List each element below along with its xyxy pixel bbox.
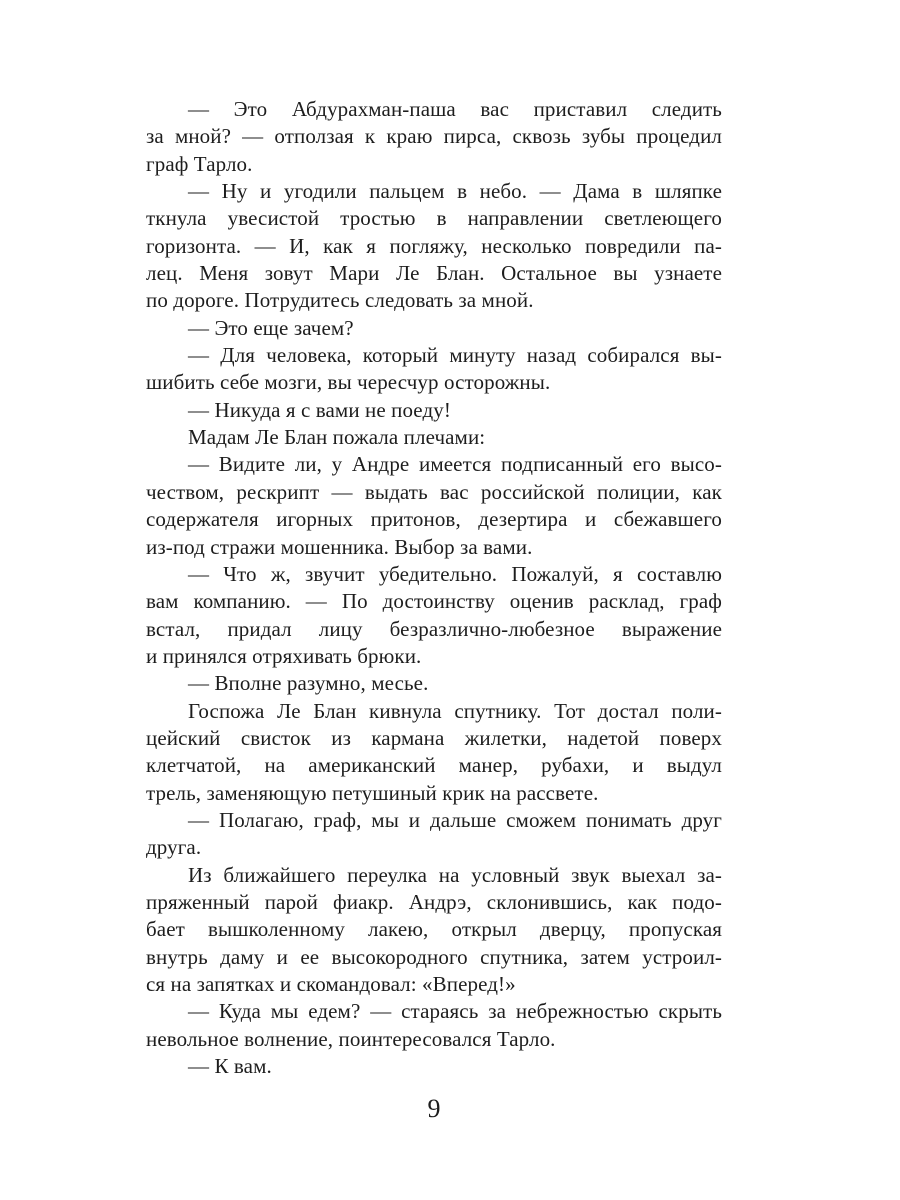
paragraph — [146, 862, 722, 999]
paragraph — [146, 807, 722, 862]
paragraph — [146, 342, 722, 397]
paragraph — [146, 178, 722, 315]
page-number: 9 — [427, 1094, 441, 1123]
text-line: — К вам. — [188, 1054, 272, 1079]
paragraph — [146, 424, 722, 451]
text-line: невольное волнение, поинтересовался Тарло. — [146, 1026, 556, 1051]
text-line: — Полагаю, граф, мы и дальше сможем понимать друг — [188, 807, 722, 832]
text-line: — Видите ли, у Андре имеется подписанный его высо- — [188, 452, 722, 477]
paragraph — [146, 670, 722, 697]
paragraph — [146, 397, 722, 424]
text-line: — Это Абдурахман-паша вас приставил следить — [188, 97, 722, 121]
text-line: Госпожа Ле Блан кивнула спутнику. Тот достал поли- — [188, 698, 722, 723]
text-line: и принялся отряхивать брюки. — [146, 643, 422, 668]
text-line: встал, придал лицу безразлично-любезное выражение — [146, 616, 722, 641]
text-line: бает вышколенному лакею, открыл дверцу, пропуская — [146, 917, 722, 942]
paragraph — [146, 315, 722, 342]
text-line: содержателя игорных притонов, дезертира и сбежавшего — [146, 507, 722, 532]
text-line: трель, заменяющую петушиный крик на рассвете. — [146, 780, 599, 805]
text-line: — Никуда я с вами не поеду! — [188, 397, 451, 422]
text-line: — Это еще зачем? — [188, 315, 354, 340]
text-line: — Для человека, который минуту назад собирался вы- — [188, 343, 722, 368]
text-line: пряженный парой фиакр. Андрэ, склонившись, как подо- — [146, 889, 722, 914]
paragraph — [146, 998, 722, 1053]
text-line: за мной? — отползая к краю пирса, сквозь зубы процедил — [146, 124, 722, 149]
text-line: — Что ж, звучит убедительно. Пожалуй, я составлю — [188, 561, 722, 586]
text-line: чеством, рескрипт — выдать вас российской полиции, как — [146, 479, 722, 504]
text-line: по дороге. Потрудитесь следовать за мной. — [146, 288, 534, 313]
text-line: лец. Меня зовут Мари Ле Блан. Остальное вы узнаете — [146, 261, 722, 286]
text-line: ткнула увесистой тростью в направлении светлеющего — [146, 206, 722, 231]
text-line: вам компанию. — По достоинству оценив расклад, граф — [146, 589, 722, 614]
text-line: Мадам Ле Блан пожала плечами: — [188, 425, 486, 450]
paragraph — [146, 1053, 722, 1080]
text-line: шибить себе мозги, вы чересчур осторожны. — [146, 370, 551, 395]
text-line: друга. — [146, 835, 202, 860]
text-line: граф Тарло. — [146, 151, 253, 176]
paragraph — [146, 561, 722, 670]
paragraph — [146, 698, 722, 807]
text-line: из-под стражи мошенника. Выбор за вами. — [146, 534, 533, 559]
text-line: внутрь даму и ее высокородного спутника, затем устроил- — [146, 944, 722, 969]
text-line: — Ну и угодили пальцем в небо. — Дама в шляпке — [188, 179, 722, 204]
paragraph — [146, 451, 722, 560]
text-line: горизонта. — И, как я погляжу, несколько повредили па- — [146, 233, 722, 258]
text-line: — Куда мы едем? — стараясь за небрежностью скрыть — [188, 999, 722, 1024]
text-line: — Вполне разумно, месье. — [188, 671, 429, 696]
page-text-block — [146, 96, 722, 1080]
paragraph — [146, 96, 722, 178]
text-line: Из ближайшего переулка на условный звук выехал за- — [188, 862, 722, 887]
text-line: цейский свисток из кармана жилетки, надетой поверх — [146, 725, 722, 750]
text-line: клетчатой, на американский манер, рубахи, и выдул — [146, 753, 722, 778]
text-line: ся на запятках и скомандовал: «Вперед!» — [146, 972, 516, 996]
